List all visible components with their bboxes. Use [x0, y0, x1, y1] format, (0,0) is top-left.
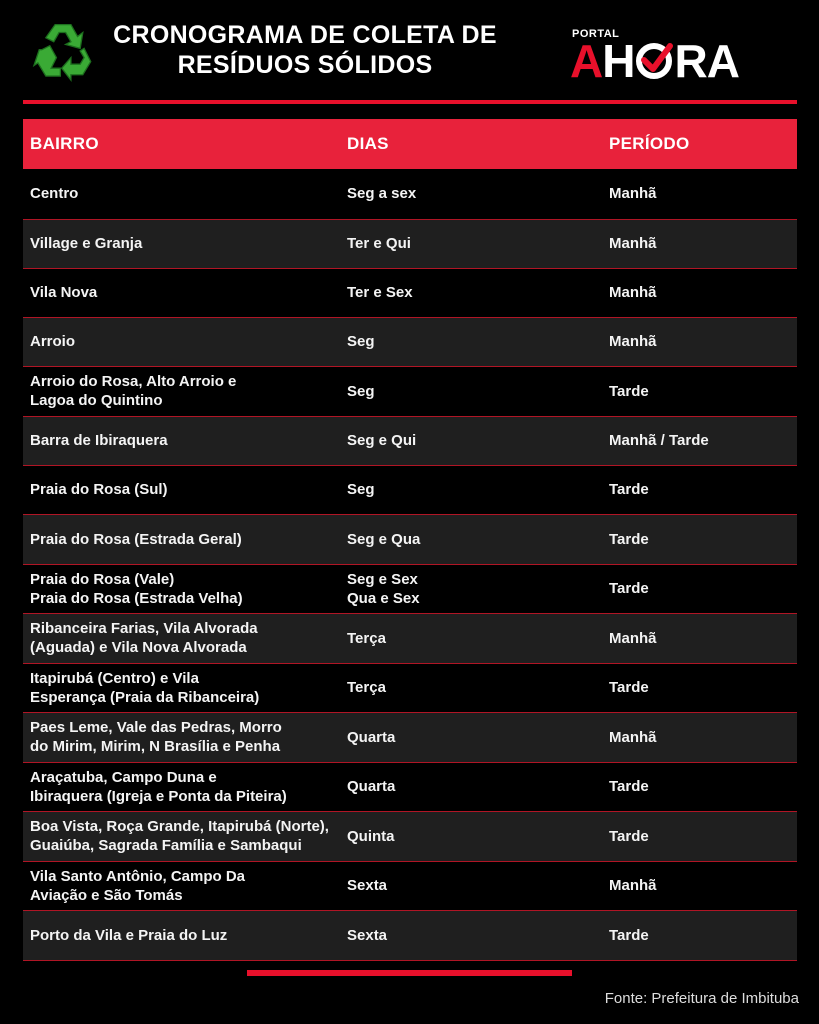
cell-dias — [347, 564, 609, 613]
title-line-2: RESÍDUOS SÓLIDOS — [177, 51, 433, 79]
cell-bairro — [23, 169, 347, 219]
header-divider — [23, 100, 797, 104]
dias-line: Ter e Qui — [347, 235, 411, 252]
cell-bairro — [23, 861, 347, 910]
bairro-line: Esperança (Praia da Ribanceira) — [30, 688, 260, 706]
dias-line: Seg — [347, 382, 375, 400]
cell-bairro — [23, 613, 347, 663]
recycle-icon — [28, 18, 98, 84]
cell-bairro — [23, 514, 347, 564]
table-row — [23, 465, 797, 514]
cell-periodo: Tarde — [609, 910, 797, 960]
dias-line: Terça — [347, 679, 386, 696]
cell-periodo: Tarde — [609, 366, 797, 416]
schedule-table — [23, 119, 797, 961]
cell-bairro — [23, 465, 347, 514]
cell-bairro — [23, 268, 347, 317]
table-row — [23, 169, 797, 219]
dias-line: Terça — [347, 629, 386, 647]
dias-line: Ter e Sex — [347, 284, 413, 301]
table-header-row — [23, 119, 797, 169]
bairro-line: Araçatuba, Campo Duna e — [30, 768, 217, 786]
cell-bairro — [23, 663, 347, 712]
bairro-line: do Mirim, Mirim, N Brasília e Penha — [30, 738, 281, 755]
table-row — [23, 219, 797, 268]
bairro-line: Praia do Rosa (Estrada Geral) — [30, 530, 242, 548]
cell-dias — [347, 416, 609, 465]
cell-periodo: Manhã — [609, 613, 797, 663]
dias-line: Quarta — [347, 778, 396, 795]
page-title — [100, 20, 510, 80]
bairro-line: Barra de Ibiraquera — [30, 432, 168, 449]
cell-dias — [347, 317, 609, 366]
dias-line: Quarta — [347, 728, 396, 746]
cell-bairro — [23, 366, 347, 416]
cell-dias — [347, 514, 609, 564]
source-credit: Fonte: Prefeitura de Imbituba — [604, 990, 799, 1007]
cell-dias — [347, 613, 609, 663]
bairro-line: Praia do Rosa (Vale) — [30, 570, 175, 588]
cell-dias — [347, 712, 609, 762]
cell-dias — [347, 366, 609, 416]
brand-letters-ra: RA — [674, 35, 739, 87]
dias-line: Seg e Qua — [347, 530, 421, 548]
bairro-line: Porto da Vila e Praia do Luz — [30, 926, 228, 944]
table-row — [23, 514, 797, 564]
table-row — [23, 762, 797, 811]
dias-line: Seg e Sex — [347, 570, 418, 588]
dias-line: Seg a sex — [347, 185, 417, 203]
cell-periodo: Manhã / Tarde — [609, 416, 797, 465]
bairro-line: Guaiúba, Sagrada Família e Sambaqui — [30, 837, 302, 854]
portal-ahora-logo — [570, 28, 750, 86]
cell-dias — [347, 663, 609, 712]
brand-letter-h: H — [602, 35, 635, 87]
table-row — [23, 416, 797, 465]
cell-periodo: Manhã — [609, 712, 797, 762]
schedule-body — [23, 169, 797, 960]
table-row — [23, 564, 797, 613]
table-row — [23, 268, 797, 317]
table-row — [23, 613, 797, 663]
cell-periodo: Tarde — [609, 762, 797, 811]
table-row — [23, 910, 797, 960]
footer-accent-bar — [247, 970, 572, 976]
cell-dias — [347, 861, 609, 910]
cell-dias — [347, 465, 609, 514]
cell-dias — [347, 268, 609, 317]
brand-wordmark — [570, 35, 739, 87]
cell-bairro — [23, 811, 347, 861]
cell-periodo: Manhã — [609, 219, 797, 268]
dias-line: Quinta — [347, 827, 395, 845]
table-row — [23, 317, 797, 366]
cell-periodo: Manhã — [609, 169, 797, 219]
table-row — [23, 366, 797, 416]
table-row — [23, 811, 797, 861]
cell-bairro — [23, 564, 347, 613]
bairro-line: Praia do Rosa (Estrada Velha) — [30, 589, 243, 607]
cell-periodo: Tarde — [609, 663, 797, 712]
bairro-line: Ribanceira Farias, Vila Alvorada — [30, 620, 258, 637]
cell-periodo: Manhã — [609, 268, 797, 317]
cell-bairro — [23, 712, 347, 762]
bairro-line: Vila Nova — [30, 284, 98, 301]
dias-line: Seg — [347, 481, 375, 498]
bairro-line: Vila Santo Antônio, Campo Da — [30, 867, 246, 885]
bairro-line: Boa Vista, Roça Grande, Itapirubá (Norte), — [30, 818, 329, 835]
bairro-line: Village e Granja — [30, 235, 143, 252]
table-row — [23, 712, 797, 762]
cell-bairro — [23, 219, 347, 268]
cell-bairro — [23, 910, 347, 960]
cell-periodo: Tarde — [609, 514, 797, 564]
bairro-line: Arroio — [30, 333, 75, 350]
title-line-1: CRONOGRAMA DE COLETA DE — [113, 21, 497, 49]
cell-bairro — [23, 762, 347, 811]
bairro-line: Ibiraquera (Igreja e Ponta da Piteira) — [30, 787, 287, 805]
column-header-bairro: BAIRRO — [23, 119, 347, 169]
brand-letter-a: A — [570, 35, 603, 87]
bairro-line: Centro — [30, 185, 79, 203]
bairro-line: (Aguada) e Vila Nova Alvorada — [30, 639, 247, 656]
table-row — [23, 663, 797, 712]
column-header-dias: DIAS — [347, 119, 609, 169]
column-header-periodo: PERÍODO — [609, 119, 797, 169]
bairro-line: Lagoa do Quintino — [30, 392, 163, 409]
cell-periodo: Manhã — [609, 861, 797, 910]
bairro-line: Paes Leme, Vale das Pedras, Morro — [30, 719, 282, 736]
cell-dias — [347, 219, 609, 268]
bairro-line: Itapirubá (Centro) e Vila — [30, 669, 199, 687]
cell-periodo: Tarde — [609, 564, 797, 613]
checkmark-circle-icon — [634, 40, 674, 80]
cell-periodo: Manhã — [609, 317, 797, 366]
bairro-line: Praia do Rosa (Sul) — [30, 481, 168, 498]
dias-line: Seg e Qui — [347, 432, 417, 449]
dias-line: Sexta — [347, 877, 388, 894]
cell-bairro — [23, 317, 347, 366]
cell-periodo: Tarde — [609, 465, 797, 514]
dias-line: Seg — [347, 333, 375, 350]
cell-periodo: Tarde — [609, 811, 797, 861]
brand-small-text: PORTAL — [572, 28, 620, 40]
dias-line: Sexta — [347, 926, 388, 944]
bairro-line: Arroio do Rosa, Alto Arroio e — [30, 373, 237, 390]
cell-dias — [347, 762, 609, 811]
cell-dias — [347, 169, 609, 219]
table-row — [23, 861, 797, 910]
cell-bairro — [23, 416, 347, 465]
cell-dias — [347, 811, 609, 861]
bairro-line: Aviação e São Tomás — [30, 886, 183, 904]
cell-dias — [347, 910, 609, 960]
dias-line: Qua e Sex — [347, 589, 420, 607]
